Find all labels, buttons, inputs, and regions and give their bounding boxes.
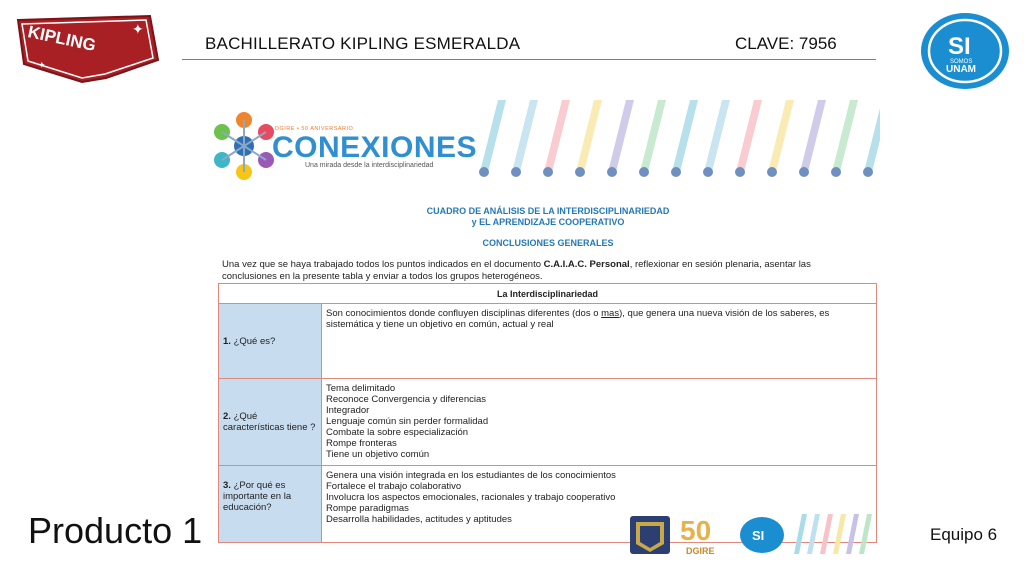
svg-text:✦: ✦	[132, 21, 144, 37]
stripe	[736, 100, 762, 172]
stripe-dot	[831, 167, 841, 177]
answer-line: Fortalece el trabajo colaborativo	[326, 481, 462, 492]
stripe-dot	[703, 167, 713, 177]
school-name: BACHILLERATO KIPLING ESMERALDA	[205, 34, 521, 53]
footer-logos	[628, 510, 878, 558]
si-somos-unam-logo	[918, 10, 1012, 92]
stripe	[480, 100, 506, 172]
document-title: CUADRO DE ANÁLISIS DE LA INTERDISCIPLINARIEDAD	[426, 206, 670, 216]
section-title: CONCLUSIONES GENERALES	[482, 238, 614, 248]
answer-line: Involucra los aspectos emocionales, racionales y trabajo cooperativo	[326, 492, 616, 503]
team-label: Equipo 6	[930, 525, 998, 544]
kipling-logo-text: KIPLING	[26, 22, 98, 56]
stripe-dot	[863, 167, 873, 177]
mini-stripe	[833, 514, 846, 554]
svg-text:UNAM: UNAM	[946, 64, 976, 75]
stripe-dot	[767, 167, 777, 177]
conexiones-anniversary: DGIRE • 50 ANIVERSARIO	[275, 126, 354, 132]
analysis-table	[218, 283, 877, 543]
table-row	[219, 379, 877, 466]
stripe	[608, 100, 634, 172]
dgire-50-logo	[680, 515, 715, 556]
stripe-dot	[543, 167, 553, 177]
stripe-dot	[671, 167, 681, 177]
question-cell: 3. ¿Por qué es importante en la educación?	[219, 466, 322, 543]
stripe	[800, 100, 826, 172]
mini-stripe	[859, 514, 872, 554]
answer-line: Tema delimitado	[326, 383, 396, 394]
decorative-stripes	[470, 96, 880, 184]
document-subtitle: y EL APRENDIZAJE COOPERATIVO	[471, 217, 625, 227]
stripe-dot	[575, 167, 585, 177]
answer-line: Combate la sobre especialización	[326, 427, 469, 438]
stripe	[544, 100, 570, 172]
mini-stripe	[820, 514, 833, 554]
answer-line: Rompe fronteras	[326, 438, 397, 449]
stripe-dot	[639, 167, 649, 177]
stripe	[864, 100, 880, 172]
conexiones-subtitle: Una mirada desde la interdisciplinariedad	[305, 162, 434, 169]
svg-text:DGIRE: DGIRE	[686, 546, 715, 556]
stripe-dot	[479, 167, 489, 177]
answer-line: Rompe paradigmas	[326, 503, 409, 514]
stripe	[672, 100, 698, 172]
stripe-dot	[607, 167, 617, 177]
answer-line: Integrador	[326, 405, 370, 416]
svg-text:50: 50	[680, 515, 712, 546]
answer-line: Lenguaje común sin perder formalidad	[326, 416, 489, 427]
answer-line: Desarrolla habilidades, actitudes y aptitudes	[326, 514, 512, 525]
table-header: La Interdisciplinariedad	[219, 284, 877, 304]
question-cell: 2. ¿Qué características tiene ?	[219, 379, 322, 466]
intro-document-name: C.A.I.A.C. Personal	[543, 259, 630, 270]
header-divider	[182, 59, 876, 60]
mini-stripe	[846, 514, 859, 554]
stripe-dot	[511, 167, 521, 177]
mini-stripe	[807, 514, 820, 554]
svg-text:SI: SI	[752, 528, 765, 543]
stripe	[768, 100, 794, 172]
answer-cell	[322, 379, 877, 466]
stripe	[512, 100, 538, 172]
svg-text:SOMOS: SOMOS	[950, 59, 973, 65]
conexiones-title: CONEXIONES	[272, 131, 478, 164]
table-row	[219, 304, 877, 379]
product-label: Producto 1	[28, 510, 203, 551]
stripe	[832, 100, 858, 172]
answer-line: Tiene un objetivo común	[326, 449, 430, 460]
stripe-dot	[799, 167, 809, 177]
mini-stripes-icon	[794, 514, 872, 554]
unam-shield-icon	[630, 516, 670, 554]
stripe	[704, 100, 730, 172]
stripe	[576, 100, 602, 172]
answer-cell: Son conocimientos donde confluyen disciplinas diferentes (dos o mas), que genera una nueva visión de los saberes, es sistemática y tiene un objetivo en común, actual y real	[322, 304, 877, 379]
intro-paragraph: Una vez que se haya trabajado todos los puntos indicados en el documento C.A.I.A.C. Personal, reflexionar en sesión plenaria, asentar las conclusiones en la presente tabla y enviar a todos los grupos heterogéneos.	[222, 259, 811, 282]
school-code: CLAVE: 7956	[735, 34, 837, 53]
answer-line: Genera una visión integrada en los estudiantes de los conocimientos	[326, 470, 616, 481]
svg-text:✦: ✦	[38, 60, 46, 70]
svg-text:SI: SI	[948, 33, 971, 60]
question-cell: 1. ¿Qué es?	[219, 304, 322, 379]
conexiones-network-icon	[206, 108, 282, 184]
stripe-dot	[735, 167, 745, 177]
stripe	[640, 100, 666, 172]
mini-stripe	[794, 514, 807, 554]
si-unam-small-logo	[740, 517, 784, 553]
kipling-logo	[10, 12, 160, 84]
answer-line: Reconoce Convergencia y diferencias	[326, 394, 487, 405]
